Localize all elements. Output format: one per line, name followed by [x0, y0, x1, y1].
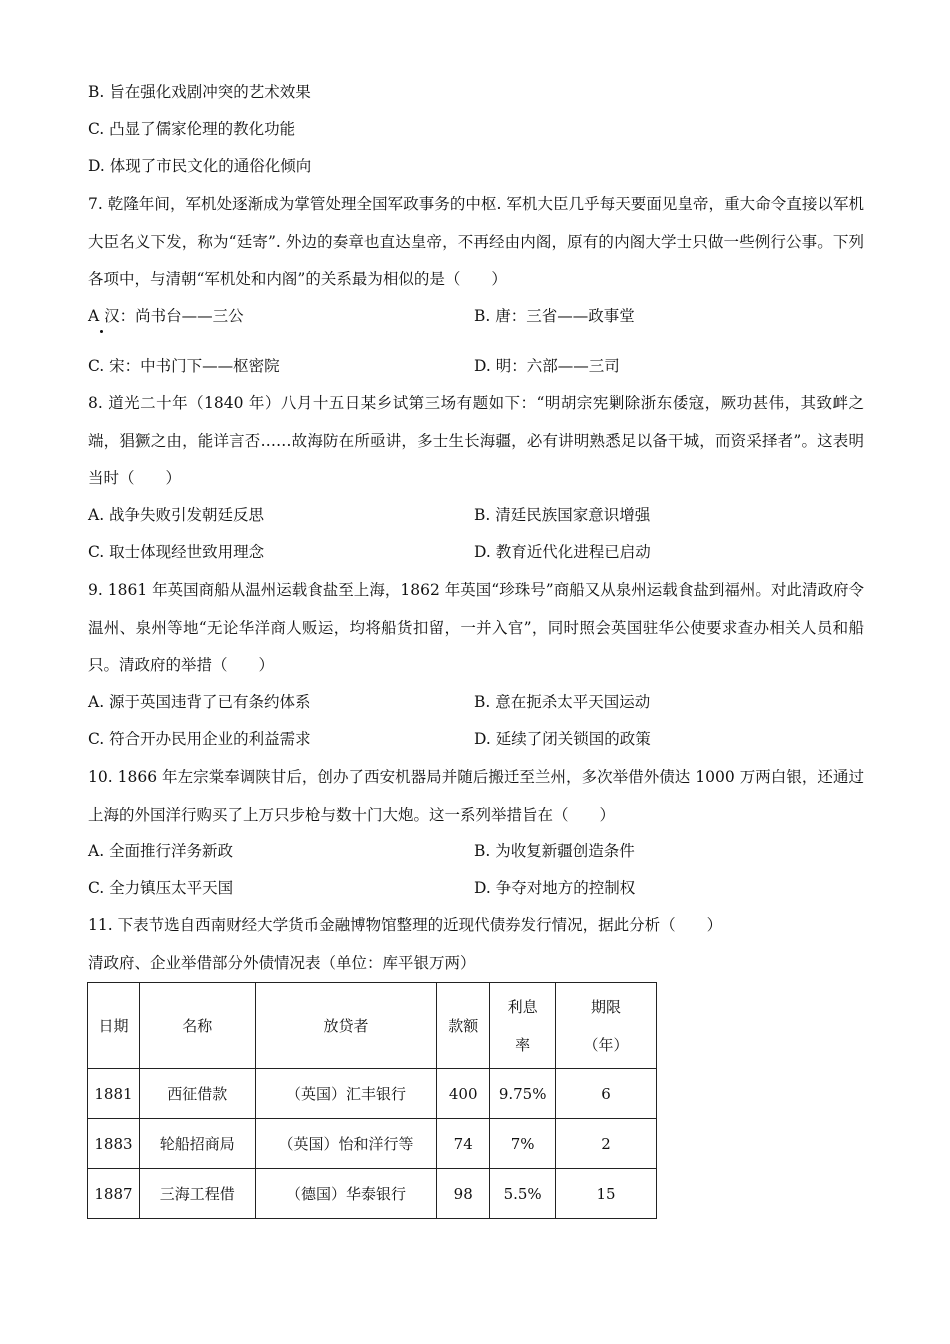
cell-interest-rate: 9.75%	[490, 1069, 556, 1119]
cell-lender: （德国）华泰银行	[255, 1169, 437, 1219]
cell-date: 1881	[88, 1069, 140, 1119]
header-interest-rate-text: 利息率	[507, 997, 538, 1054]
header-date: 日期	[88, 983, 140, 1069]
option-marker-dot	[100, 330, 103, 333]
q9-option-c: C. 符合开办民用企业的利益需求	[88, 730, 311, 748]
q10-option-b: B. 为收复新疆创造条件	[474, 842, 635, 860]
q10-option-d: D. 争夺对地方的控制权	[474, 879, 636, 897]
q9-option-b: B. 意在扼杀太平天国运动	[474, 693, 651, 711]
cell-term: 2	[556, 1119, 657, 1169]
cell-date: 1883	[88, 1119, 140, 1169]
q8-option-a: A. 战争失败引发朝廷反思	[88, 506, 265, 524]
q9-option-a: A. 源于英国违背了已有条约体系	[88, 693, 311, 711]
cell-term: 15	[556, 1169, 657, 1219]
table-header-row	[88, 983, 657, 1069]
table-row	[88, 1169, 657, 1219]
cell-name: 三海工程借	[139, 1169, 255, 1219]
q6-option-d: D. 体现了市民文化的通俗化倾向	[88, 157, 312, 175]
table-title: 清政府、企业举借部分外债情况表（单位：库平银万两）	[88, 954, 476, 972]
q11-stem: 11. 下表节选自西南财经大学货币金融博物馆整理的近现代债券发行情况，据此分析（ ）	[88, 916, 723, 934]
cell-lender: （英国）汇丰银行	[255, 1069, 437, 1119]
q6-option-c: C. 凸显了儒家伦理的教化功能	[88, 120, 296, 138]
header-name: 名称	[139, 983, 255, 1069]
cell-name: 轮船招商局	[139, 1119, 255, 1169]
q7-stem: 7. 乾隆年间，军机处逐渐成为掌管处理全国军政事务的中枢. 军机大臣几乎每天要面见皇帝，重大命令直接以军机大臣名义下发，称为“廷寄”. 外边的奏章也直达皇帝，不再经由内阁，原有的内阁大学士只做一些例行公事。下列各项中，与清朝“军机处和内阁”的关系最为相似的是（ ）	[88, 195, 864, 288]
q9-stem: 9. 1861 年英国商船从温州运载食盐至上海，1862 年英国“珍珠号”商船又从泉州运载食盐到福州。对此清政府令温州、泉州等地“无论华洋商人贩运，均将船货扣留，一并入官”，同时照会英国驻华公使要求查办相关人员和船只。清政府的举措（ ）	[88, 581, 864, 674]
cell-interest-rate: 7%	[490, 1119, 556, 1169]
table-row	[88, 1069, 657, 1119]
q10-option-a: A. 全面推行洋务新政	[88, 842, 234, 860]
cell-amount: 98	[437, 1169, 490, 1219]
q7-option-c: C. 宋：中书门下——枢密院	[88, 357, 280, 375]
q7-option-a: A 汉：尚书台——三公	[88, 307, 244, 325]
q8-option-d: D. 教育近代化进程已启动	[474, 543, 651, 561]
q7-option-b: B. 唐：三省——政事堂	[474, 307, 635, 325]
q8-option-b: B. 清廷民族国家意识增强	[474, 506, 651, 524]
foreign-debt-table	[87, 982, 657, 1219]
q8-stem: 8. 道光二十年（1840 年）八月十五日某乡试第三场有题如下：“明胡宗宪剿除浙东倭寇，厥功甚伟，其致衅之端，猖獗之由，能详言否……故海防在所亟讲，多士生长海疆，必有讲明熟悉足以备干城，而资采择者”。这表明当时（ ）	[88, 394, 864, 487]
q6-option-b: B. 旨在强化戏剧冲突的艺术效果	[88, 83, 311, 101]
header-term-text: 期限（年）	[583, 997, 629, 1054]
header-interest-rate	[490, 983, 556, 1069]
cell-interest-rate: 5.5%	[490, 1169, 556, 1219]
cell-lender: （英国）怡和洋行等	[255, 1119, 437, 1169]
cell-amount: 400	[437, 1069, 490, 1119]
header-lender: 放贷者	[255, 983, 437, 1069]
q9-option-d: D. 延续了闭关锁国的政策	[474, 730, 651, 748]
cell-term: 6	[556, 1069, 657, 1119]
q7-option-d: D. 明：六部——三司	[474, 357, 620, 375]
q8-option-c: C. 取士体现经世致用理念	[88, 543, 265, 561]
cell-amount: 74	[437, 1119, 490, 1169]
header-amount: 款额	[437, 983, 490, 1069]
cell-date: 1887	[88, 1169, 140, 1219]
header-term	[556, 983, 657, 1069]
cell-name: 西征借款	[139, 1069, 255, 1119]
q10-option-c: C. 全力镇压太平天国	[88, 879, 234, 897]
table-row	[88, 1119, 657, 1169]
q10-stem: 10. 1866 年左宗棠奉调陕甘后，创办了西安机器局并随后搬迁至兰州，多次举借外债达 1000 万两白银，还通过上海的外国洋行购买了上万只步枪与数十门大炮。这一系列举措旨在（ ）	[88, 768, 864, 824]
